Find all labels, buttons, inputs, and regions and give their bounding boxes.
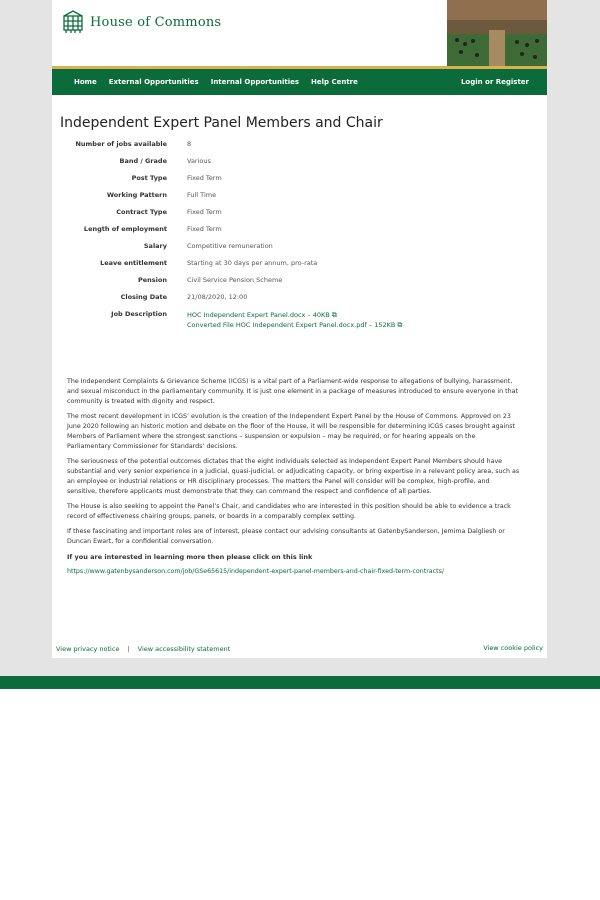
cookie-policy-link[interactable]: View cookie policy: [483, 644, 543, 652]
detail-label: Pension: [138, 276, 167, 284]
detail-row: [52, 157, 547, 174]
nav-external-opportunities[interactable]: External Opportunities: [108, 78, 199, 86]
page-bottom-area: [0, 689, 600, 900]
detail-label: Closing Date: [120, 293, 167, 301]
file-link-label: Converted File HOC Independent Expert Panel.docx.pdf – 152KB: [187, 321, 396, 329]
detail-label: Length of employment: [83, 225, 167, 233]
detail-label: Band / Grade: [119, 157, 167, 165]
detail-row: [52, 140, 547, 157]
detail-value: Fixed Term: [187, 174, 222, 182]
footer-separator: |: [127, 645, 130, 653]
commons-chamber-photo: [447, 0, 547, 66]
detail-row: [52, 174, 547, 191]
main-nav: [52, 69, 547, 95]
detail-label: Number of jobs available: [75, 140, 167, 148]
detail-row: [52, 293, 547, 310]
portcullis-icon: [62, 10, 84, 34]
privacy-notice-link[interactable]: View privacy notice: [56, 645, 120, 653]
detail-value: 8: [187, 140, 192, 148]
detail-value: Competitive remuneration: [187, 242, 273, 250]
cta-text: If you are interested in learning more then please click on this link: [67, 553, 313, 561]
detail-row: [52, 225, 547, 242]
detail-row: [52, 242, 547, 259]
footer-left: [56, 645, 230, 653]
detail-label: Contract Type: [116, 208, 167, 216]
job-description-files: [187, 310, 402, 330]
detail-value: Full Time: [187, 191, 217, 199]
detail-value: Fixed Term: [187, 225, 222, 233]
footer-green-strip: [0, 676, 600, 689]
login-register-link[interactable]: Login or Register: [460, 78, 529, 86]
detail-row: [52, 208, 547, 225]
header: [52, 0, 547, 66]
body-paragraph: The seriousness of the potential outcomes dictates that the eight individuals selected as Independent Expert Panel Members should have substantial and very senior experience in a judicial, quasi-judicial, or adjudicating capacity, or bring expertise in a relevant policy area, such as an employee or industrial relations or HR disciplinary processes. The matters the Panel will consider will be complex, high-profile, and sensitive, therefore applicants must demonstrate that they can command the respect and confidence of all parties.: [67, 458, 520, 495]
detail-label: Post Type: [131, 174, 167, 182]
job-description-file-link[interactable]: [187, 310, 402, 320]
detail-value: Fixed Term: [187, 208, 222, 216]
external-link-icon: ⧉: [397, 321, 403, 329]
detail-label: Job Description: [111, 310, 167, 318]
nav-home[interactable]: Home: [74, 78, 97, 86]
detail-label: Salary: [143, 242, 167, 250]
file-link-label: HOC Independent Expert Panel.docx – 40KB: [187, 311, 330, 319]
logo-wordmark: House of Commons: [90, 14, 222, 30]
detail-row: [52, 259, 547, 276]
accessibility-statement-link[interactable]: View accessibility statement: [137, 645, 231, 653]
body-paragraph: If these fascinating and important roles are of interest, please contact our advising consultants at GatenbySanderson, Jemima Dalgliesh or Duncan Ewart, for a confidential conversation.: [67, 528, 505, 545]
detail-row: [52, 276, 547, 293]
site-container: [52, 0, 547, 640]
site-logo[interactable]: [62, 10, 221, 34]
nav-internal-opportunities[interactable]: Internal Opportunities: [210, 78, 300, 86]
detail-value: Various: [187, 157, 211, 165]
page-title: Independent Expert Panel Members and Chair: [60, 115, 383, 131]
nav-help-centre[interactable]: Help Centre: [311, 78, 358, 86]
body-paragraph: The Independent Complaints & Grievance Scheme (ICGS) is a vital part of a Parliament-wide response to allegations of bullying, harassment, and sexual misconduct in the parliamentary community. It is just one element in a package of measures introduced to ensure everyone in that community is treated with dignity and respect.: [67, 378, 518, 405]
external-link-icon: ⧉: [331, 311, 337, 319]
detail-value: 21/08/2020, 12:00: [187, 293, 248, 301]
detail-row: [52, 191, 547, 208]
detail-value: Starting at 30 days per annum, pro-rata: [187, 259, 318, 267]
body-paragraph: The House is also seeking to appoint the Panel’s Chair, and candidates who are interested in this position should be able to evidence a track record of effectiveness chairing groups, panels, or boards in a comparably complex setting.: [67, 503, 511, 520]
detail-label: Leave entitlement: [100, 259, 167, 267]
body-paragraph: The most recent development in ICGS’ evolution is the creation of the Independent Expert Panel by the House of Commons. Approved on 23 June 2020 following an historic motion and debate on the floor of the House, it will be responsible for determining ICGS cases brought against Members of Parliament where the strongest sanctions – suspension or expulsion – may be required, or for hearing appeals on the Parliamentary Commissioner for Standards’ decisions.: [67, 413, 516, 450]
detail-label: Working Pattern: [106, 191, 167, 199]
job-details: [52, 140, 547, 340]
job-description-file-link[interactable]: [187, 320, 402, 330]
external-job-link[interactable]: https://www.gatenbysanderson.com/job/GSe65615/independent-expert-panel-members-and-chair-fixed-term-contracts/: [67, 568, 444, 575]
detail-value: Civil Service Pension Scheme: [187, 276, 283, 284]
job-advert-body: [67, 377, 520, 577]
footer-links: [52, 638, 547, 658]
detail-row-job-description: [52, 310, 547, 340]
main-content: [52, 95, 547, 640]
